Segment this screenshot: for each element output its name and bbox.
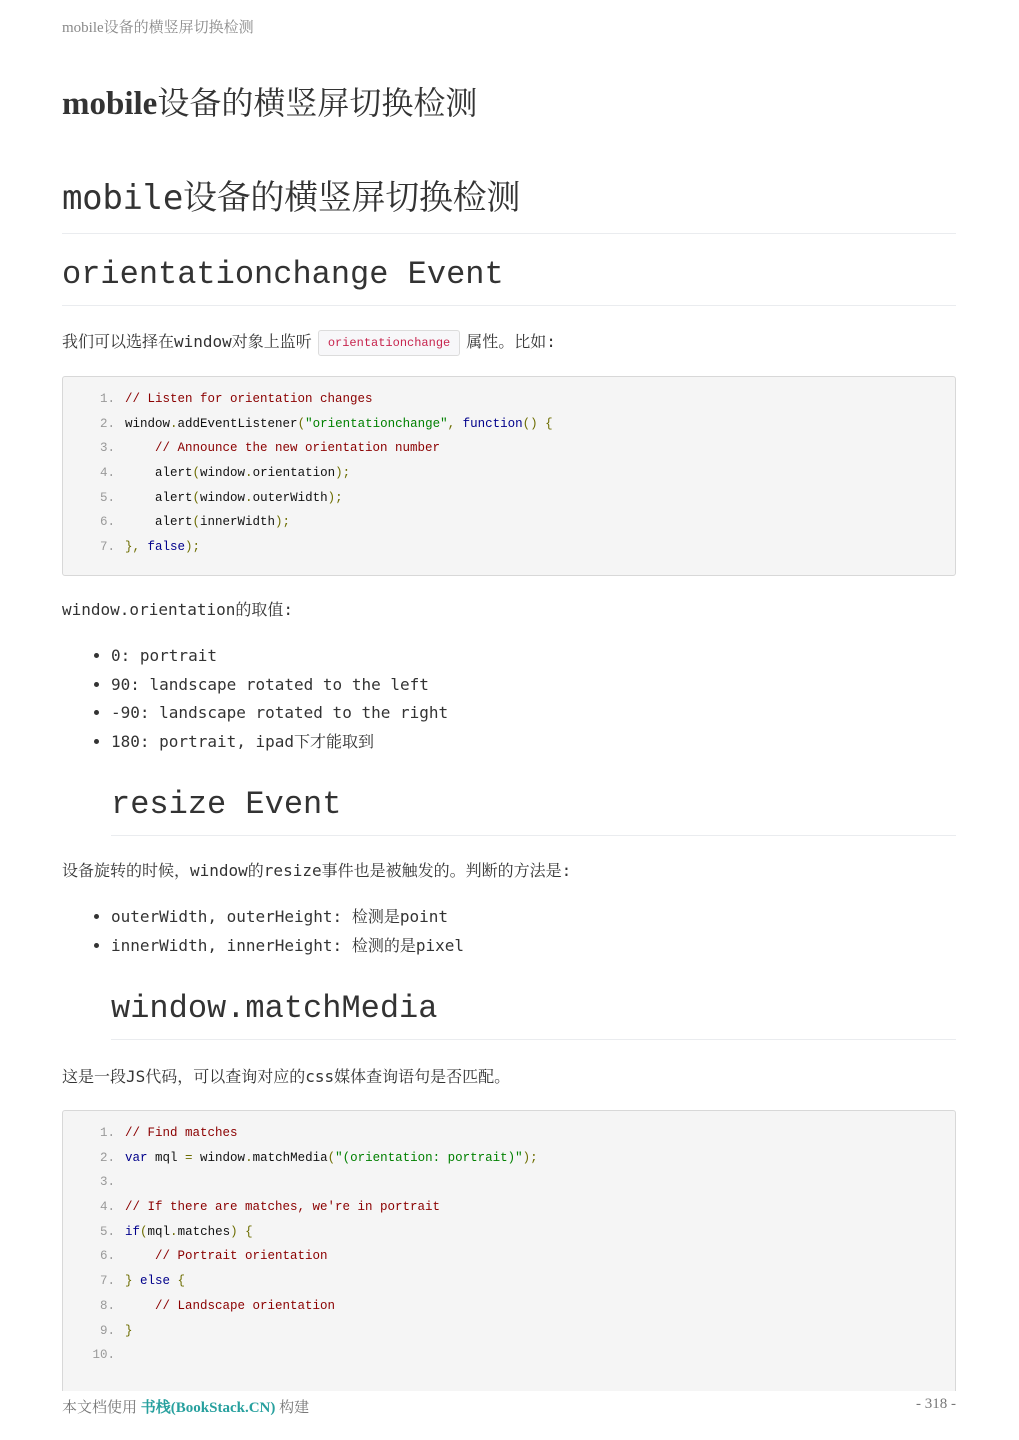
footer-brand-link[interactable]: 书栈(BookStack.CN) — [140, 1400, 276, 1416]
code-token: = — [185, 1150, 193, 1165]
code-token: ); — [335, 466, 351, 481]
resize-items-list — [62, 903, 464, 960]
code-block-matchmedia — [62, 1110, 956, 1391]
code-line — [63, 486, 955, 511]
code-token — [125, 1299, 155, 1313]
code-token: mql — [147, 1150, 186, 1165]
line-number: 2. — [99, 416, 115, 431]
list-item: • 0: portrait — [111, 642, 448, 671]
code-token: { — [170, 1274, 186, 1289]
code-content — [125, 1244, 328, 1269]
code-line — [63, 510, 955, 535]
heading-resize-event: resize Event — [111, 786, 956, 836]
line-number: 3. — [99, 441, 115, 456]
matchmedia-intro-paragraph: 这是一段JS代码，可以查询对应的css媒体查询语句是否匹配。 — [62, 1067, 511, 1086]
code-token: ); — [327, 490, 343, 505]
line-number: 9. — [99, 1323, 115, 1338]
code-token: ); — [275, 515, 291, 530]
code-token: ); — [522, 1150, 538, 1165]
code-token: window — [200, 466, 246, 481]
document-title-bold: mobile — [62, 86, 158, 122]
line-number: 7. — [99, 1274, 115, 1289]
code-content — [125, 461, 350, 486]
code-line — [63, 1244, 955, 1269]
code-line — [63, 436, 955, 461]
code-content — [125, 1294, 335, 1319]
code-content — [125, 1319, 133, 1344]
page-number: - 318 - — [916, 1396, 956, 1412]
code-line — [63, 412, 955, 437]
document-title-rest: 设备的横竖屏切换检测 — [157, 84, 478, 122]
code-token: false — [147, 540, 186, 555]
code-token: . — [170, 1224, 178, 1239]
code-line — [63, 461, 955, 486]
orientation-values-label: window.orientation的取值: — [62, 600, 294, 619]
code-content — [125, 486, 343, 511]
code-token: ( — [192, 490, 201, 505]
code-token: }, — [125, 540, 148, 555]
code-token: . — [170, 416, 178, 431]
footer-suffix: 构建 — [275, 1400, 310, 1416]
code-token: ); — [185, 540, 201, 555]
code-token: , — [447, 416, 463, 431]
inline-code-orientationchange: orientationchange — [318, 330, 460, 356]
code-token — [125, 441, 155, 455]
line-number: 6. — [99, 515, 115, 530]
code-line — [63, 1195, 955, 1220]
line-number: 4. — [99, 466, 115, 481]
code-line — [63, 1220, 955, 1245]
code-token: "orientationchange" — [305, 416, 448, 431]
code-token: outerWidth — [252, 490, 328, 505]
list-item: • 180: portrait, ipad下才能取到 — [111, 728, 448, 757]
code-line — [63, 1343, 955, 1368]
code-token: window — [200, 490, 246, 505]
line-number: 1. — [99, 392, 115, 406]
code-token: mql — [147, 1224, 171, 1239]
code-token: } — [125, 1323, 133, 1338]
code-token: . — [245, 490, 253, 505]
code-content — [125, 1121, 238, 1146]
code-line — [63, 387, 955, 412]
code-token: "(orientation: portrait)" — [335, 1150, 523, 1165]
line-number: 2. — [99, 1150, 115, 1165]
line-number: 5. — [99, 1224, 115, 1239]
code-token: addEventListener — [177, 416, 298, 431]
orientation-values-list — [62, 642, 448, 756]
code-content — [125, 412, 553, 437]
resize-intro-paragraph: 设备旋转的时候，window的resize事件也是被触发的。判断的方法是: — [62, 861, 572, 880]
footer-prefix: 本文档使用 — [62, 1400, 141, 1416]
code-token: } — [125, 1274, 141, 1289]
code-token — [125, 1249, 155, 1263]
code-line — [63, 1269, 955, 1294]
code-line — [63, 1319, 955, 1344]
line-number: 1. — [99, 1126, 115, 1140]
intro-text-after: 属性。比如: — [466, 332, 556, 351]
code-token: // Landscape orientation — [155, 1298, 336, 1313]
code-token: ( — [297, 416, 306, 431]
code-token: ( — [140, 1224, 148, 1239]
code-token: ( — [327, 1150, 336, 1165]
code-token: matchMedia — [252, 1150, 328, 1165]
code-token: else — [140, 1274, 171, 1289]
code-token: ) { — [230, 1224, 253, 1239]
list-item: • outerWidth, outerHeight: 检测是point — [111, 903, 464, 932]
document-title — [62, 78, 477, 124]
code-token: window — [192, 1150, 246, 1165]
code-token: ( — [192, 466, 201, 481]
line-number: 5. — [99, 490, 115, 505]
code-token: alert — [125, 515, 193, 530]
orientation-intro-paragraph — [62, 329, 556, 356]
code-line — [63, 1294, 955, 1319]
heading-orientationchange-event: orientationchange Event — [62, 256, 956, 306]
code-token: () { — [522, 416, 553, 431]
code-token: // Find matches — [125, 1126, 238, 1140]
line-number: 10. — [92, 1348, 115, 1363]
code-content — [125, 387, 373, 412]
list-item: • innerWidth, innerHeight: 检测的是pixel — [111, 932, 464, 961]
list-item: • -90: landscape rotated to the right — [111, 699, 448, 728]
code-token: . — [245, 466, 253, 481]
code-token: var — [125, 1150, 148, 1165]
code-token: alert — [125, 466, 193, 481]
code-line — [63, 535, 955, 560]
line-number: 6. — [99, 1249, 115, 1264]
intro-text-before: 我们可以选择在window对象上监听 — [62, 332, 312, 351]
code-line — [63, 1146, 955, 1171]
line-number: 4. — [99, 1200, 115, 1215]
code-token: . — [245, 1150, 253, 1165]
code-content — [125, 1220, 253, 1245]
running-head: mobile设备的横竖屏切换检测 — [62, 20, 254, 36]
code-content — [125, 535, 200, 560]
section-heading-main: mobile设备的横竖屏切换检测 — [62, 170, 956, 234]
code-token: // Portrait orientation — [155, 1249, 328, 1264]
footer-credit — [62, 1396, 309, 1417]
code-line — [63, 1170, 955, 1195]
code-token: alert — [125, 490, 193, 505]
code-token: matches — [177, 1224, 231, 1239]
code-content — [125, 1195, 440, 1220]
code-token: // Announce the new orientation number — [155, 441, 441, 456]
code-line — [63, 1121, 955, 1146]
line-number: 8. — [99, 1298, 115, 1313]
code-token: // If there are matches, we're in portrait — [125, 1200, 441, 1215]
line-number: 3. — [99, 1175, 115, 1190]
code-content — [125, 1146, 538, 1171]
code-token: ( — [192, 515, 201, 530]
line-number: 7. — [99, 540, 115, 555]
code-content — [125, 436, 440, 461]
code-token: // Listen for orientation changes — [125, 392, 373, 406]
list-item: • 90: landscape rotated to the left — [111, 671, 448, 700]
code-block-orientation — [62, 376, 956, 576]
heading-window-matchmedia: window.matchMedia — [111, 990, 956, 1040]
code-content — [125, 1269, 185, 1294]
code-token: if — [125, 1224, 141, 1239]
code-token: innerWidth — [200, 515, 276, 530]
code-token: function — [462, 416, 523, 431]
code-content — [125, 510, 290, 535]
code-token: window — [125, 416, 171, 431]
code-token: orientation — [252, 466, 336, 481]
